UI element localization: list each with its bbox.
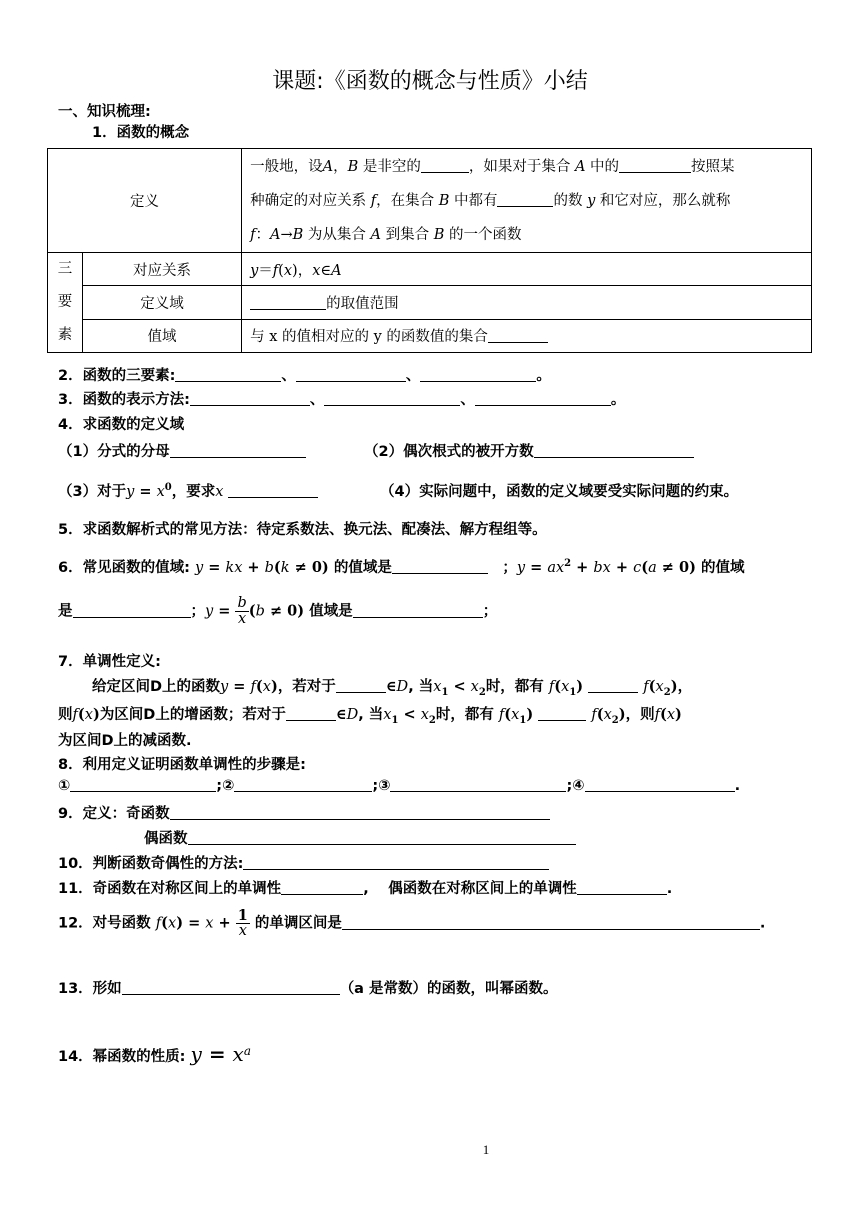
q4-1-line: （1）分式的分母 [58,440,306,461]
q9-line1: 9．定义：奇函数 [58,802,550,823]
row-content-range: 与 x 的值相对应的 y 的函数值的集合 [242,319,812,352]
q4-heading: 4．求函数的定义域 [58,417,185,433]
q8-steps: ① ;② ;③ ;④ . [58,778,741,794]
section-heading: 一、知识梳理: [58,104,151,120]
row-label-domain: 定义域 [83,286,242,319]
definition-label: 定义 [48,149,242,253]
q7-line1: 给定区间D上的函数y = f(x)，若对于 ∈D, 当$x_1 < x_2$时，都有 $f(x_1)$ $f(x_2)$， [92,678,693,698]
item-heading: 1．函数的概念 [92,125,190,141]
three-elements-label: 三要素 [48,253,83,353]
definition-content: 一般地，设A，B 是非空的 ，如果对于集合 A 中的 按照某 种确定的对应关系 f，在集合 B 中都有 的数 y 和它对应，那么就称 f：A→B 为从集合 A 到集合 B 的一个函数 [242,149,812,253]
page-number: 1 [482,1142,490,1157]
row-label-mapping: 对应关系 [83,253,242,286]
q4-3-line: （3）对于$y = x^0$，要求x [58,480,318,501]
row-label-range: 值域 [83,319,242,352]
q4-4-line: （4）实际问题中，函数的定义域要受实际问题的约束。 [380,484,739,500]
function-definition-table [47,148,812,353]
q4-2-line: （2）偶次根式的被开方数 [364,440,694,461]
q10-line: 10．判断函数奇偶性的方法: [58,852,549,873]
q7-line2: 则f(x)为区间D上的增函数；若对于 ∈D, 当$x_1 < x_2$时，都有 $f(x_1)$ $f(x_2)$，则f(x) [58,706,682,726]
row-content-mapping: y＝f(x)，x∈A [242,253,812,286]
q14-line: 14．幂函数的性质: $y = x^a$ [58,1042,251,1066]
q6-line1: 6．常见函数的值域: y = kx + b(k ≠ 0) 的值域是 ；$y = ax^2$ + bx + c(a ≠ 0) 的值域 [58,558,745,576]
q2-line: 2．函数的三要素: 、 、 。 [58,368,551,384]
q5-line: 5．求函数解析式的常见方法：待定系数法、换元法、配凑法、解方程组等。 [58,522,547,538]
q9-line2: 偶函数 [144,827,576,848]
page-title: 课题:《函数的概念与性质》小结 [272,69,588,94]
q12-line: 12．对号函数 f(x) = x + $\frac{1}{x}$ 的单调区间是 . [58,907,766,939]
q3-line: 3．函数的表示方法: 、 、 。 [58,392,626,408]
q6-line2: 是 ；y = $\frac{b}{x}$ (b ≠ 0) 值域是 ； [58,595,498,627]
q8-heading: 8．利用定义证明函数单调性的步骤是: [58,757,306,773]
q7-heading: 7．单调性定义: [58,654,161,670]
q13-line: 13．形如 （a 是常数）的函数，叫幂函数。 [58,981,558,997]
q11-line: 11．奇函数在对称区间上的单调性 , 偶函数在对称区间上的单调性 . [58,881,673,897]
row-content-domain: 的取值范围 [242,286,812,319]
q7-line3: 为区间D上的减函数. [58,733,192,749]
